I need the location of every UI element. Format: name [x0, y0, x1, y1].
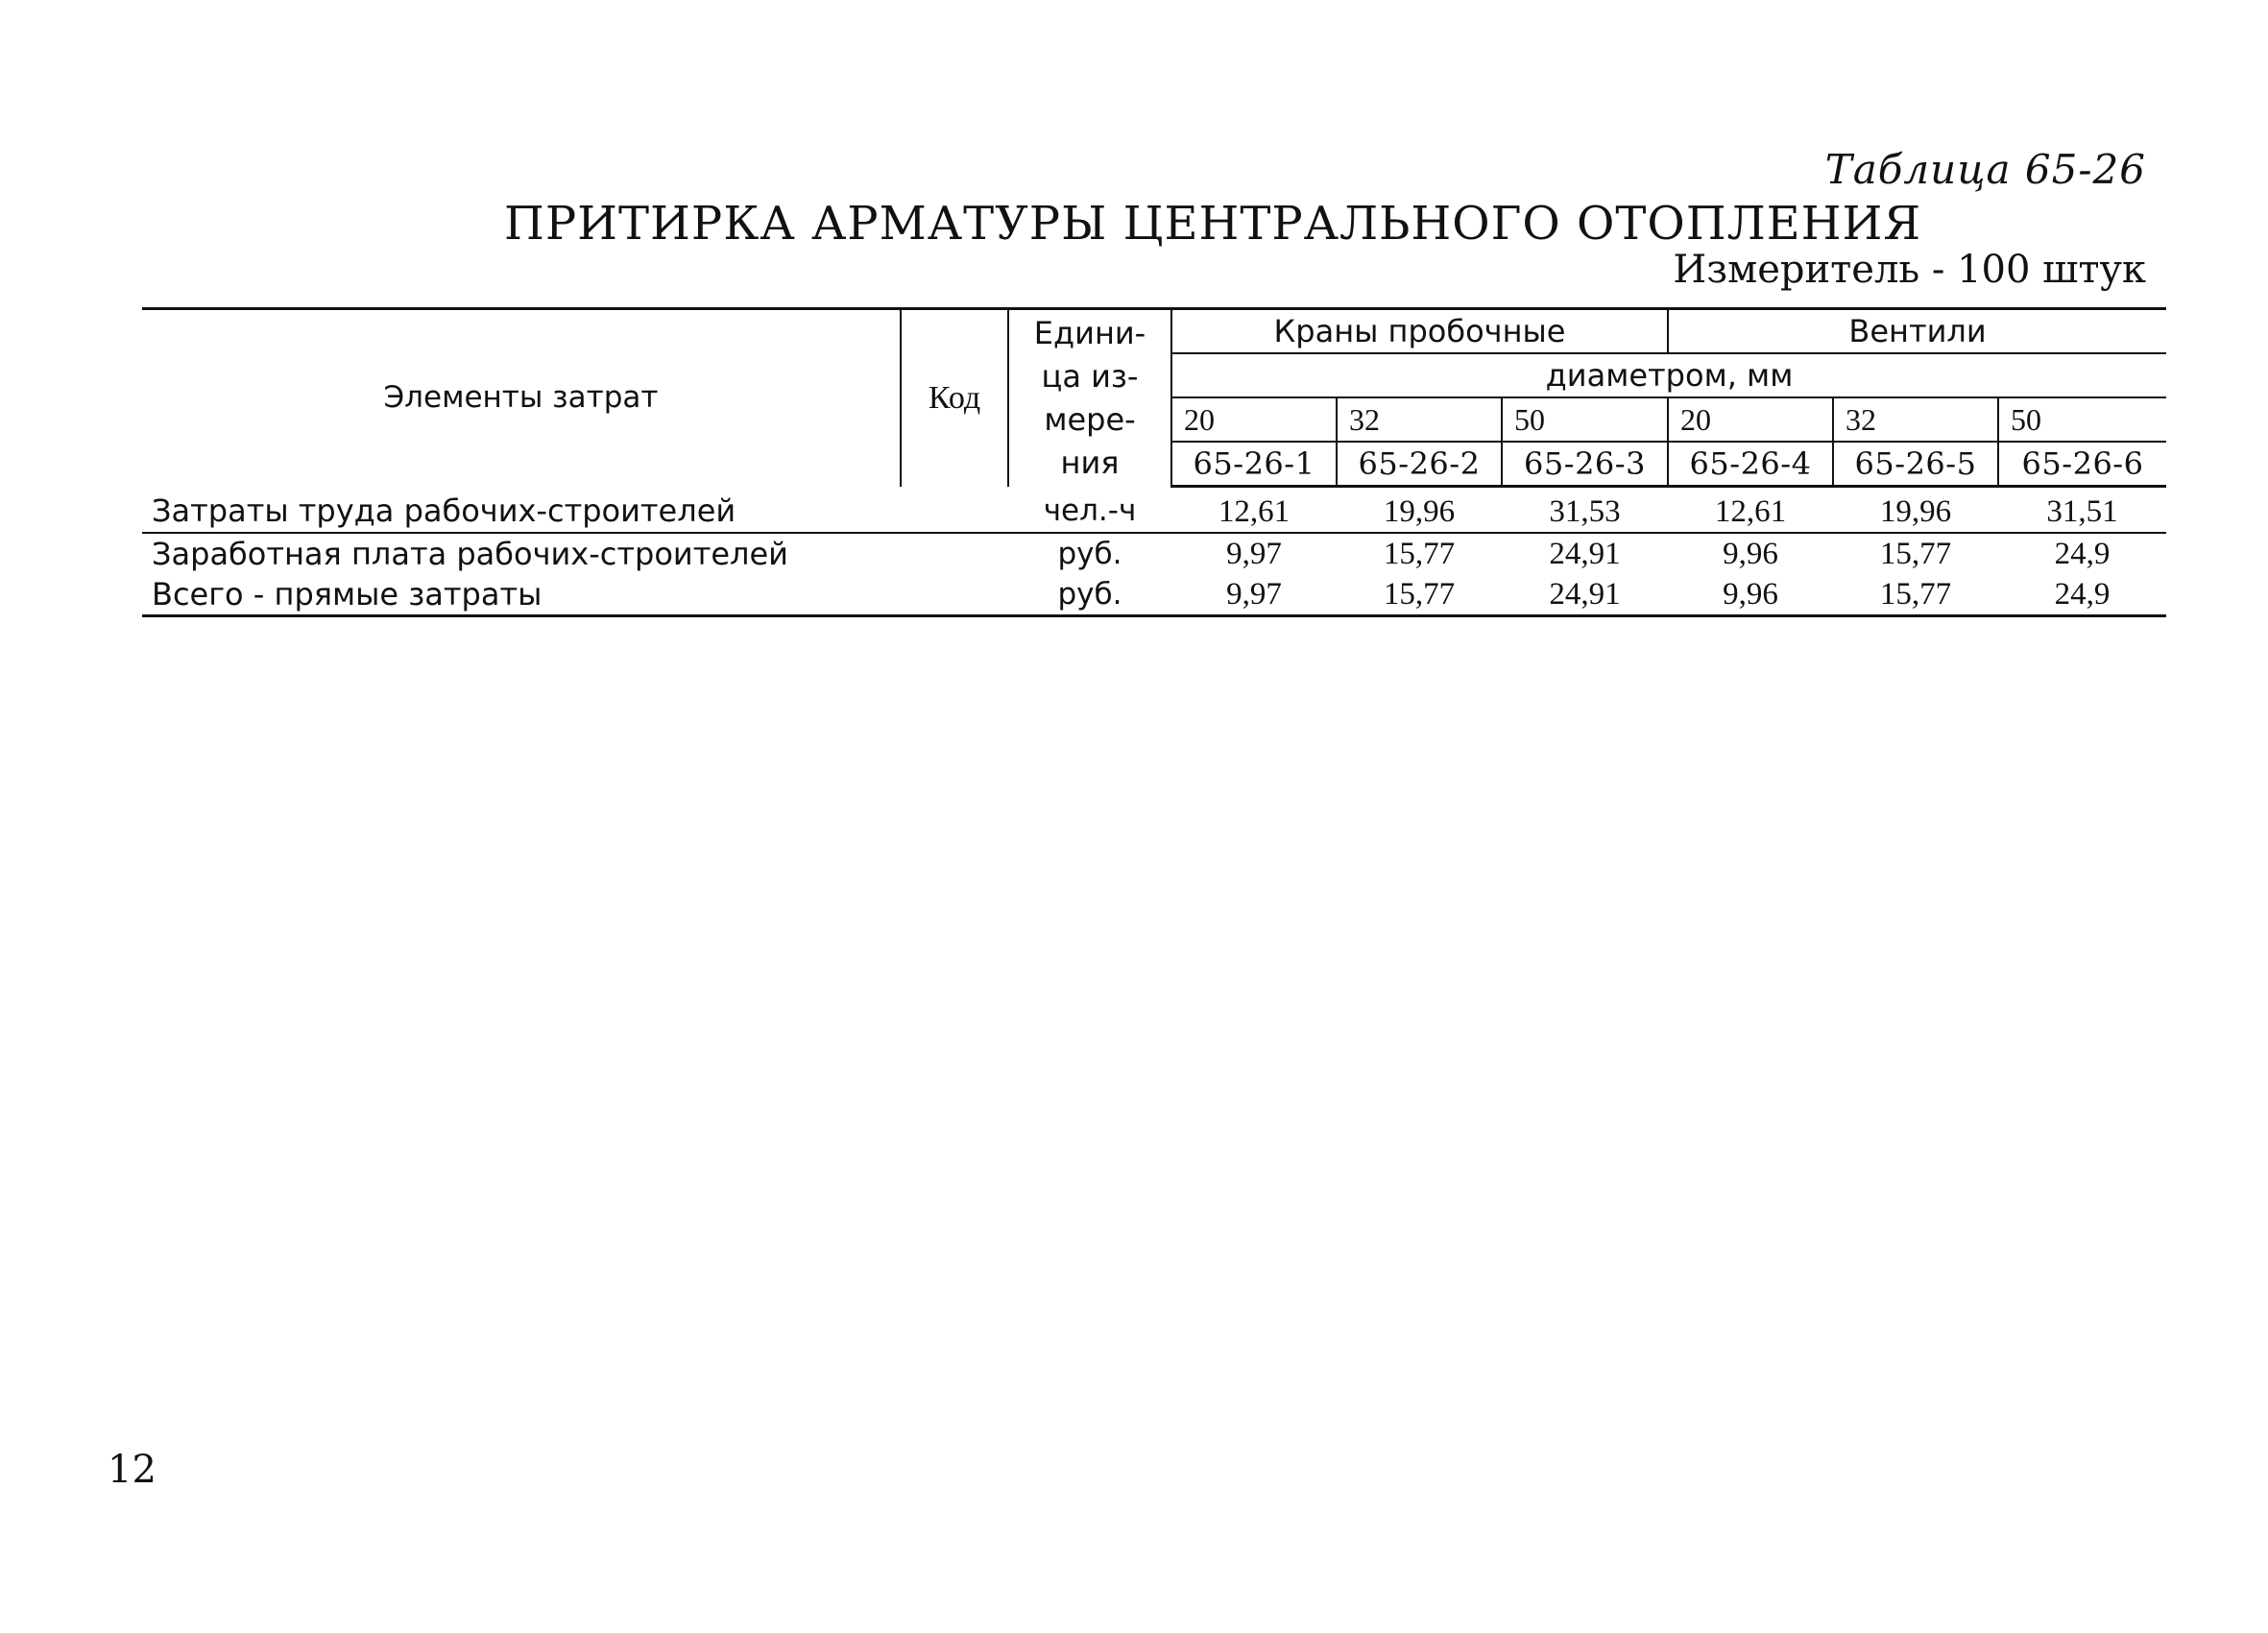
page-title: ПРИТИРКА АРМАТУРЫ ЦЕНТРАЛЬНОГО ОТОПЛЕНИЯ — [504, 197, 1922, 251]
row-value: 9,96 — [1723, 536, 1778, 571]
diameter-header: диаметром, мм — [1171, 353, 2166, 397]
row-value: 15,77 — [1833, 574, 1998, 616]
table-label: Таблица 65-26 — [1824, 146, 2146, 193]
row-name: Заработная плата рабочих-строителей — [152, 536, 788, 572]
norm-code-cell: 65-26-3 — [1502, 442, 1668, 487]
row-value: 15,77 — [1337, 574, 1502, 616]
row-value: 24,91 — [1549, 536, 1621, 571]
row-value: 9,97 — [1226, 536, 1282, 571]
diameter-cell: 50 — [1998, 397, 2166, 442]
row-value: 12,61 — [1171, 487, 1337, 534]
row-unit: чел.-ч — [1008, 487, 1171, 534]
row-value: 9,96 — [1668, 574, 1833, 616]
norm-code-cell: 65-26-1 — [1171, 442, 1337, 487]
table-row — [142, 487, 2166, 534]
table-row — [142, 533, 2166, 574]
group-cranes-header: Краны пробочные — [1171, 309, 1668, 354]
table-row — [142, 574, 2166, 616]
group-valves-header: Вентили — [1668, 309, 2166, 354]
unit-header — [1008, 309, 1171, 487]
norm-code-cell: 65-26-2 — [1337, 442, 1502, 487]
elements-header: Элементы затрат — [142, 309, 901, 487]
row-value: 15,77 — [1879, 536, 1952, 571]
row-value: 9,97 — [1171, 574, 1337, 616]
diameter-cell: 20 — [1668, 397, 1833, 442]
row-name: Всего - прямые затраты — [142, 574, 1008, 616]
row-value: 24,91 — [1502, 574, 1668, 616]
page-number: 12 — [108, 1448, 157, 1492]
row-value: 24,9 — [2054, 536, 2111, 571]
diameter-cell: 32 — [1337, 397, 1502, 442]
norm-code-cell: 65-26-5 — [1833, 442, 1998, 487]
row-value: 24,9 — [1998, 574, 2166, 616]
diameter-cell: 20 — [1171, 397, 1337, 442]
norm-code-cell: 65-26-4 — [1668, 442, 1833, 487]
unit-note: Измеритель - 100 штук — [1673, 248, 2146, 292]
row-unit: руб. — [1008, 574, 1171, 616]
row-value: 12,61 — [1668, 487, 1833, 534]
row-value: 15,77 — [1383, 536, 1456, 571]
row-name: Затраты труда рабочих-строителей — [142, 487, 1008, 534]
row-unit: руб. — [1057, 536, 1122, 571]
diameter-cell: 50 — [1502, 397, 1668, 442]
row-value: 31,53 — [1502, 487, 1668, 534]
norm-table — [142, 307, 2166, 617]
unit-header-text: Едини- ца из- мере- ния — [1033, 314, 1146, 481]
code-header: Код — [901, 309, 1008, 487]
norm-code-cell: 65-26-6 — [1998, 442, 2166, 487]
row-value: 31,51 — [1998, 487, 2166, 534]
diameter-cell: 32 — [1833, 397, 1998, 442]
row-value: 19,96 — [1337, 487, 1502, 534]
row-value: 19,96 — [1833, 487, 1998, 534]
